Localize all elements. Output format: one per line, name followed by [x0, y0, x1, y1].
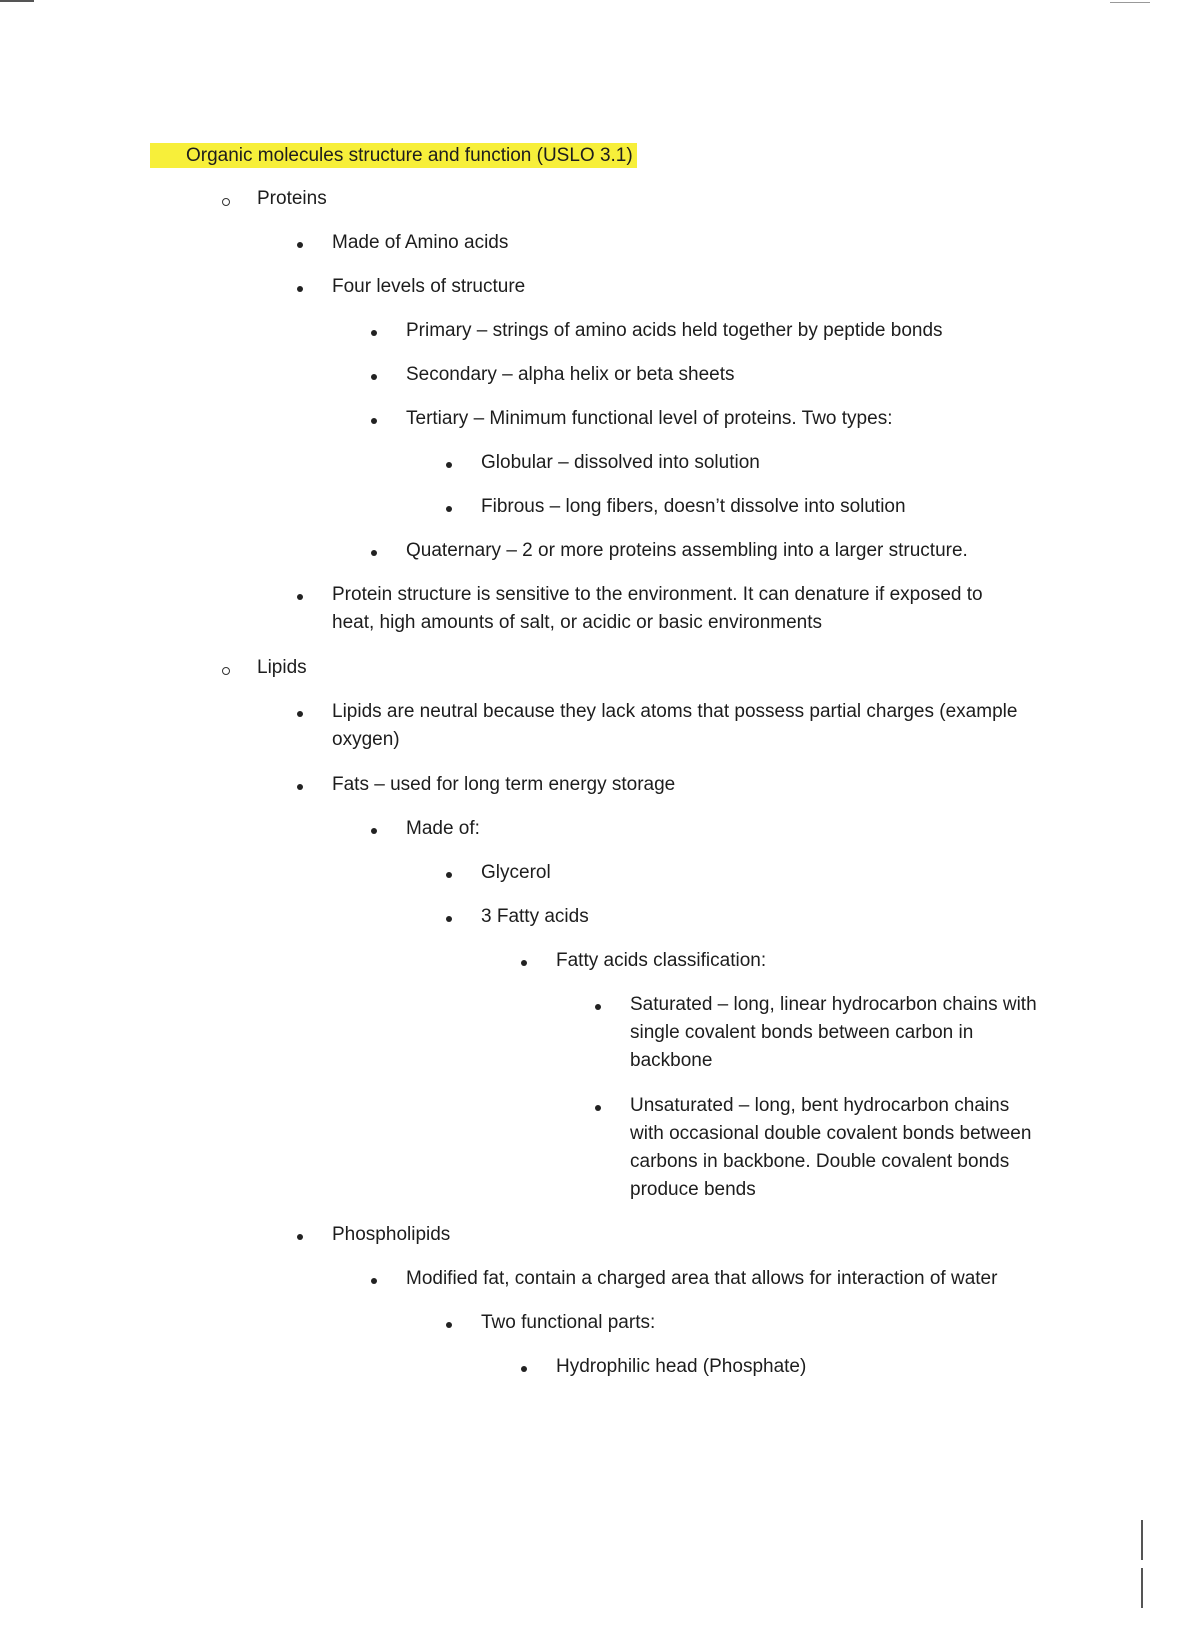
lipids-modified-fat: Modified fat, contain a charged area that allows for interaction of water [406, 1268, 998, 1289]
scan-mark-right-2 [1141, 1568, 1143, 1608]
lipids-neutral [332, 698, 1017, 754]
lipids-saturated-line-3: backbone [630, 1050, 713, 1071]
lipids-classification: Fatty acids classification: [556, 950, 767, 971]
bullet-icon [446, 506, 452, 512]
bullet-icon [446, 872, 452, 878]
bullet-icon [595, 1004, 601, 1010]
proteins-four-levels: Four levels of structure [332, 276, 526, 297]
bullet-icon [371, 330, 377, 336]
bullet-icon [371, 828, 377, 834]
proteins-quaternary: Quaternary – 2 or more proteins assembling into a larger structure. [406, 540, 968, 561]
lipids-made-of: Made of: [406, 818, 480, 839]
lipids-phospholipids: Phospholipids [332, 1224, 451, 1245]
proteins-label: Proteins [257, 188, 327, 209]
scan-mark-right-1 [1141, 1520, 1143, 1560]
lipids-unsaturated-line-2: with occasional double covalent bonds between [630, 1123, 1032, 1144]
lipids-neutral-line-1: Lipids are neutral because they lack atoms that possess partial charges (example [332, 701, 1018, 722]
lipids-fatty-acids: 3 Fatty acids [481, 906, 589, 927]
proteins-sensitive [332, 581, 983, 637]
bullet-icon [521, 1366, 527, 1372]
scan-mark-top-left [0, 0, 34, 2]
lipids-saturated-line-1: Saturated – long, linear hydrocarbon chains with [630, 994, 1037, 1015]
bullet-icon [297, 242, 303, 248]
lipids-unsaturated-line-3: carbons in backbone. Double covalent bonds [630, 1151, 1010, 1172]
lipids-unsaturated-line-1: Unsaturated – long, bent hydrocarbon chains [630, 1095, 1010, 1116]
lipids-saturated [630, 991, 1037, 1075]
proteins-made-of: Made of Amino acids [332, 232, 509, 253]
proteins-fibrous: Fibrous – long fibers, doesn’t dissolve into solution [481, 496, 906, 517]
lipids-two-parts: Two functional parts: [481, 1312, 656, 1333]
proteins-sensitive-line-1: Protein structure is sensitive to the environment. It can denature if exposed to [332, 584, 983, 605]
hollow-bullet-icon [222, 198, 230, 206]
bullet-icon [297, 711, 303, 717]
lipids-fats: Fats – used for long term energy storage [332, 774, 676, 795]
hollow-bullet-icon [222, 667, 230, 675]
lipids-saturated-line-2: single covalent bonds between carbon in [630, 1022, 974, 1043]
bullet-icon [297, 594, 303, 600]
proteins-primary: Primary – strings of amino acids held together by peptide bonds [406, 320, 943, 341]
lipids-unsaturated [630, 1092, 1031, 1204]
lipids-glycerol: Glycerol [481, 862, 551, 883]
lipids-neutral-line-2: oxygen) [332, 729, 400, 750]
bullet-icon [371, 1278, 377, 1284]
bullet-icon [521, 960, 527, 966]
proteins-tertiary: Tertiary – Minimum functional level of proteins. Two types: [406, 408, 893, 429]
bullet-icon [446, 462, 452, 468]
proteins-globular: Globular – dissolved into solution [481, 452, 760, 473]
bullet-icon [371, 374, 377, 380]
bullet-icon [446, 1322, 452, 1328]
bullet-icon [371, 550, 377, 556]
lipids-head: Hydrophilic head (Phosphate) [556, 1356, 807, 1377]
bullet-icon [297, 1234, 303, 1240]
proteins-secondary: Secondary – alpha helix or beta sheets [406, 364, 735, 385]
outline-heading [186, 142, 637, 170]
bullet-icon [297, 286, 303, 292]
proteins-sensitive-line-2: heat, high amounts of salt, or acidic or basic environments [332, 612, 823, 633]
lipids-unsaturated-line-4: produce bends [630, 1179, 756, 1200]
lipids-label: Lipids [257, 657, 307, 678]
bullet-icon [371, 418, 377, 424]
scan-mark-top-right [1110, 2, 1150, 3]
bullet-icon [297, 784, 303, 790]
highlighted-heading-text: Organic molecules structure and function (USLO 3.1) [150, 143, 637, 168]
bullet-icon [595, 1105, 601, 1111]
bullet-icon [446, 916, 452, 922]
